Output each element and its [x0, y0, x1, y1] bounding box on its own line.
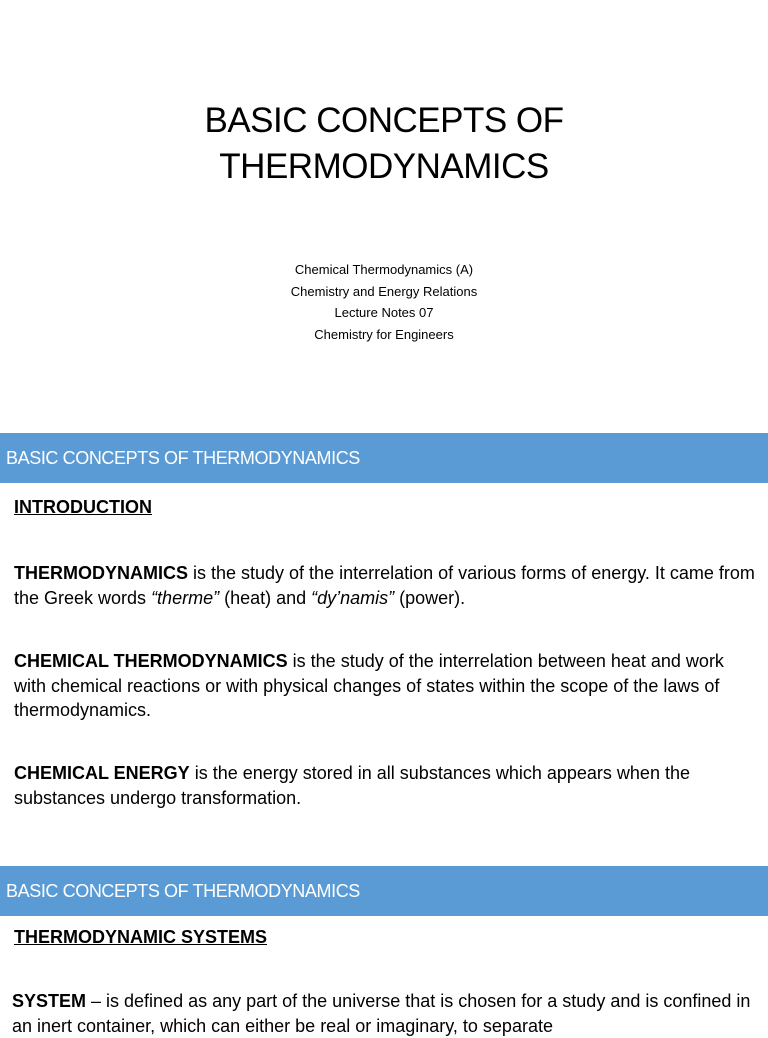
section-heading-systems: THERMODYNAMIC SYSTEMS	[14, 927, 268, 947]
slide-thermodynamic-systems	[0, 866, 768, 1036]
slide-introduction	[0, 433, 768, 865]
subtitle-topic: Chemistry and Energy Relations	[290, 283, 478, 299]
subtitle-block	[0, 259, 768, 345]
paragraph-chemical-energy	[14, 761, 759, 810]
subtitle-lecture: Lecture Notes 07	[334, 305, 434, 320]
greek-word-therme: “therme”	[151, 587, 220, 608]
title-slide	[0, 0, 768, 432]
section-heading-introduction: INTRODUCTION	[14, 497, 152, 517]
slide-header: BASIC CONCEPTS OF THERMODYNAMICS	[0, 433, 768, 483]
term-chemical-thermodynamics: CHEMICAL THERMODYNAMICS	[14, 651, 288, 671]
main-title-line-2: THERMODYNAMICS	[219, 147, 549, 186]
main-title	[0, 98, 768, 190]
paragraph-thermodynamics	[14, 561, 759, 610]
term-thermodynamics: THERMODYNAMICS	[14, 563, 188, 583]
paragraph-text: (heat) and	[219, 587, 312, 608]
paragraph-text: is the energy stored in all substances which appears when the substances undergo transformation.	[14, 763, 690, 808]
term-system: SYSTEM	[12, 991, 87, 1011]
paragraph-text: is the study of the interrelation between heat and work with chemical reactions or with physical changes of states within the scope of the laws of thermodynamics.	[14, 651, 724, 720]
slide-header: BASIC CONCEPTS OF THERMODYNAMICS	[0, 866, 768, 916]
paragraph-text: – is defined as any part of the universe that is chosen for a study and is confined in an inert container, which can either be real or imaginary, to separate	[12, 991, 751, 1036]
subtitle-course: Chemical Thermodynamics (A)	[294, 262, 474, 277]
greek-word-dynamis: “dy’namis”	[311, 587, 395, 608]
paragraph-text: is the study of the interrelation of various forms of energy. It came from the Greek words	[14, 563, 755, 608]
paragraph-chemical-thermodynamics	[14, 649, 759, 723]
subtitle-subject: Chemistry for Engineers	[314, 326, 454, 342]
term-chemical-energy: CHEMICAL ENERGY	[14, 763, 190, 783]
main-title-line-1: BASIC CONCEPTS OF	[204, 101, 564, 140]
paragraph-text: (power).	[394, 587, 466, 608]
paragraph-system	[12, 989, 760, 1038]
